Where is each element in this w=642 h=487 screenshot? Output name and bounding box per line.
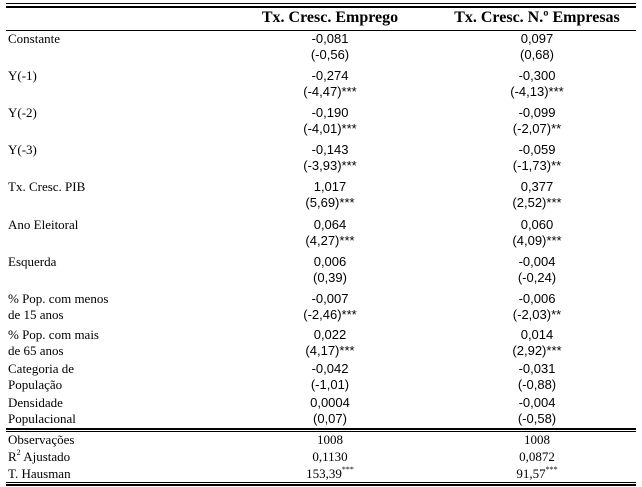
col2-header: Tx. Cresc. N.º Empresas — [454, 9, 620, 26]
r2-c2: 0,0872 — [519, 449, 555, 464]
row-densidade-c1-t: (0,07) — [313, 411, 347, 426]
bottom-rule-thin — [6, 482, 636, 483]
row-label-categoria-line2: População — [8, 377, 63, 392]
obs-label: Observações — [8, 432, 75, 447]
row-y1-c1-t: (-4,47)*** — [303, 84, 357, 99]
row-pop-mais65-c1-coef: 0,022 — [313, 327, 347, 342]
row-pop-menos15-c1-t: (-2,46)*** — [303, 307, 357, 322]
r2-label: $R^2$ Ajustado — [8, 448, 71, 464]
row-label-pib: Tx. Cresc. PIB — [8, 179, 86, 194]
row-ano-eleitoral-c2-coef: 0,060 — [520, 217, 554, 232]
row-ano-eleitoral-c2-t: (4,09)*** — [512, 233, 562, 248]
row-densidade-c2-t: (-0,58) — [517, 411, 557, 426]
row-label-pop-mais65: % Pop. com mais — [8, 327, 99, 342]
row-categoria-c1-t: (-1,01) — [310, 377, 350, 392]
hausman-label: T. Hausman — [8, 466, 71, 481]
row-esquerda-c1-t: (0,39) — [313, 270, 347, 285]
row-constante-c2-t: (0,68) — [520, 47, 554, 62]
row-y3-c1-t: (-3,93)*** — [303, 158, 357, 173]
row-esquerda-c2-t: (-0,24) — [517, 270, 557, 285]
row-label-y1: Y(-1) — [8, 68, 37, 83]
row-pib-c1-coef: 1,017 — [313, 179, 347, 194]
mid-rule-thick — [6, 428, 636, 430]
row-pop-menos15-c2-t: (-2,03)** — [512, 307, 562, 322]
row-ano-eleitoral-c1-t: (4,27)*** — [305, 233, 355, 248]
row-y2-c2-coef: -0,099 — [518, 105, 556, 120]
row-y1-c2-coef: -0,300 — [518, 68, 556, 83]
top-rule-thin — [6, 3, 636, 4]
row-constante-c2-coef: 0,097 — [520, 31, 554, 46]
row-constante-c1-coef: -0,081 — [311, 31, 349, 46]
row-label-y3: Y(-3) — [8, 142, 37, 157]
row-pop-mais65-c2-t: (2,92)*** — [512, 343, 562, 358]
row-pib-c2-t: (2,52)*** — [512, 195, 562, 210]
row-categoria-c2-coef: -0,031 — [518, 361, 556, 376]
row-y1-c2-t: (-4,13)*** — [510, 84, 564, 99]
row-label-pop-menos15-line2: de 15 anos — [8, 307, 64, 322]
row-label-densidade-line2: Populacional — [8, 411, 76, 426]
row-densidade-c2-coef: -0,004 — [518, 395, 556, 410]
row-pop-mais65-c2-coef: 0,014 — [520, 327, 554, 342]
bottom-rule-thick — [6, 484, 636, 486]
row-ano-eleitoral-c1-coef: 0,064 — [313, 217, 347, 232]
row-y2-c1-coef: -0,190 — [311, 105, 349, 120]
obs-c1: 1008 — [317, 432, 343, 447]
row-densidade-c1-coef: 0,0004 — [310, 395, 350, 410]
row-pib-c1-t: (5,69)*** — [305, 195, 355, 210]
hausman-c1: 153,39*** — [306, 465, 354, 481]
row-categoria-c1-coef: -0,042 — [311, 361, 349, 376]
row-label-densidade: Densidade — [8, 395, 63, 410]
row-y2-c1-t: (-4,01)*** — [303, 121, 357, 136]
row-label-y2: Y(-2) — [8, 105, 37, 120]
row-label-pop-mais65-line2: de 65 anos — [8, 343, 64, 358]
row-pop-mais65-c1-t: (4,17)*** — [305, 343, 355, 358]
row-label-pop-menos15: % Pop. com menos — [8, 291, 109, 306]
r2-c1: 0,1130 — [312, 449, 348, 464]
hausman-c2: 91,57*** — [516, 465, 558, 481]
row-label-constante: Constante — [8, 31, 60, 46]
row-y2-c2-t: (-2,07)** — [512, 121, 562, 136]
row-y3-c1-coef: -0,143 — [311, 142, 349, 157]
row-categoria-c2-t: (-0,88) — [517, 377, 557, 392]
row-y1-c1-coef: -0,274 — [311, 68, 349, 83]
obs-c2: 1008 — [524, 432, 550, 447]
row-label-esquerda: Esquerda — [8, 254, 57, 269]
row-constante-c1-t: (-0,56) — [310, 47, 350, 62]
row-y3-c2-t: (-1,73)** — [512, 158, 562, 173]
row-pib-c2-coef: 0,377 — [520, 179, 554, 194]
row-esquerda-c2-coef: -0,004 — [518, 254, 556, 269]
row-y3-c2-coef: -0,059 — [518, 142, 556, 157]
row-label-categoria: Categoria de — [8, 361, 75, 376]
row-pop-menos15-c1-coef: -0,007 — [311, 291, 349, 306]
col1-header: Tx. Cresc. Emprego — [261, 9, 399, 26]
row-label-ano-eleitoral: Ano Eleitoral — [8, 217, 79, 232]
row-pop-menos15-c2-coef: -0,006 — [518, 291, 556, 306]
row-esquerda-c1-coef: 0,006 — [313, 254, 347, 269]
